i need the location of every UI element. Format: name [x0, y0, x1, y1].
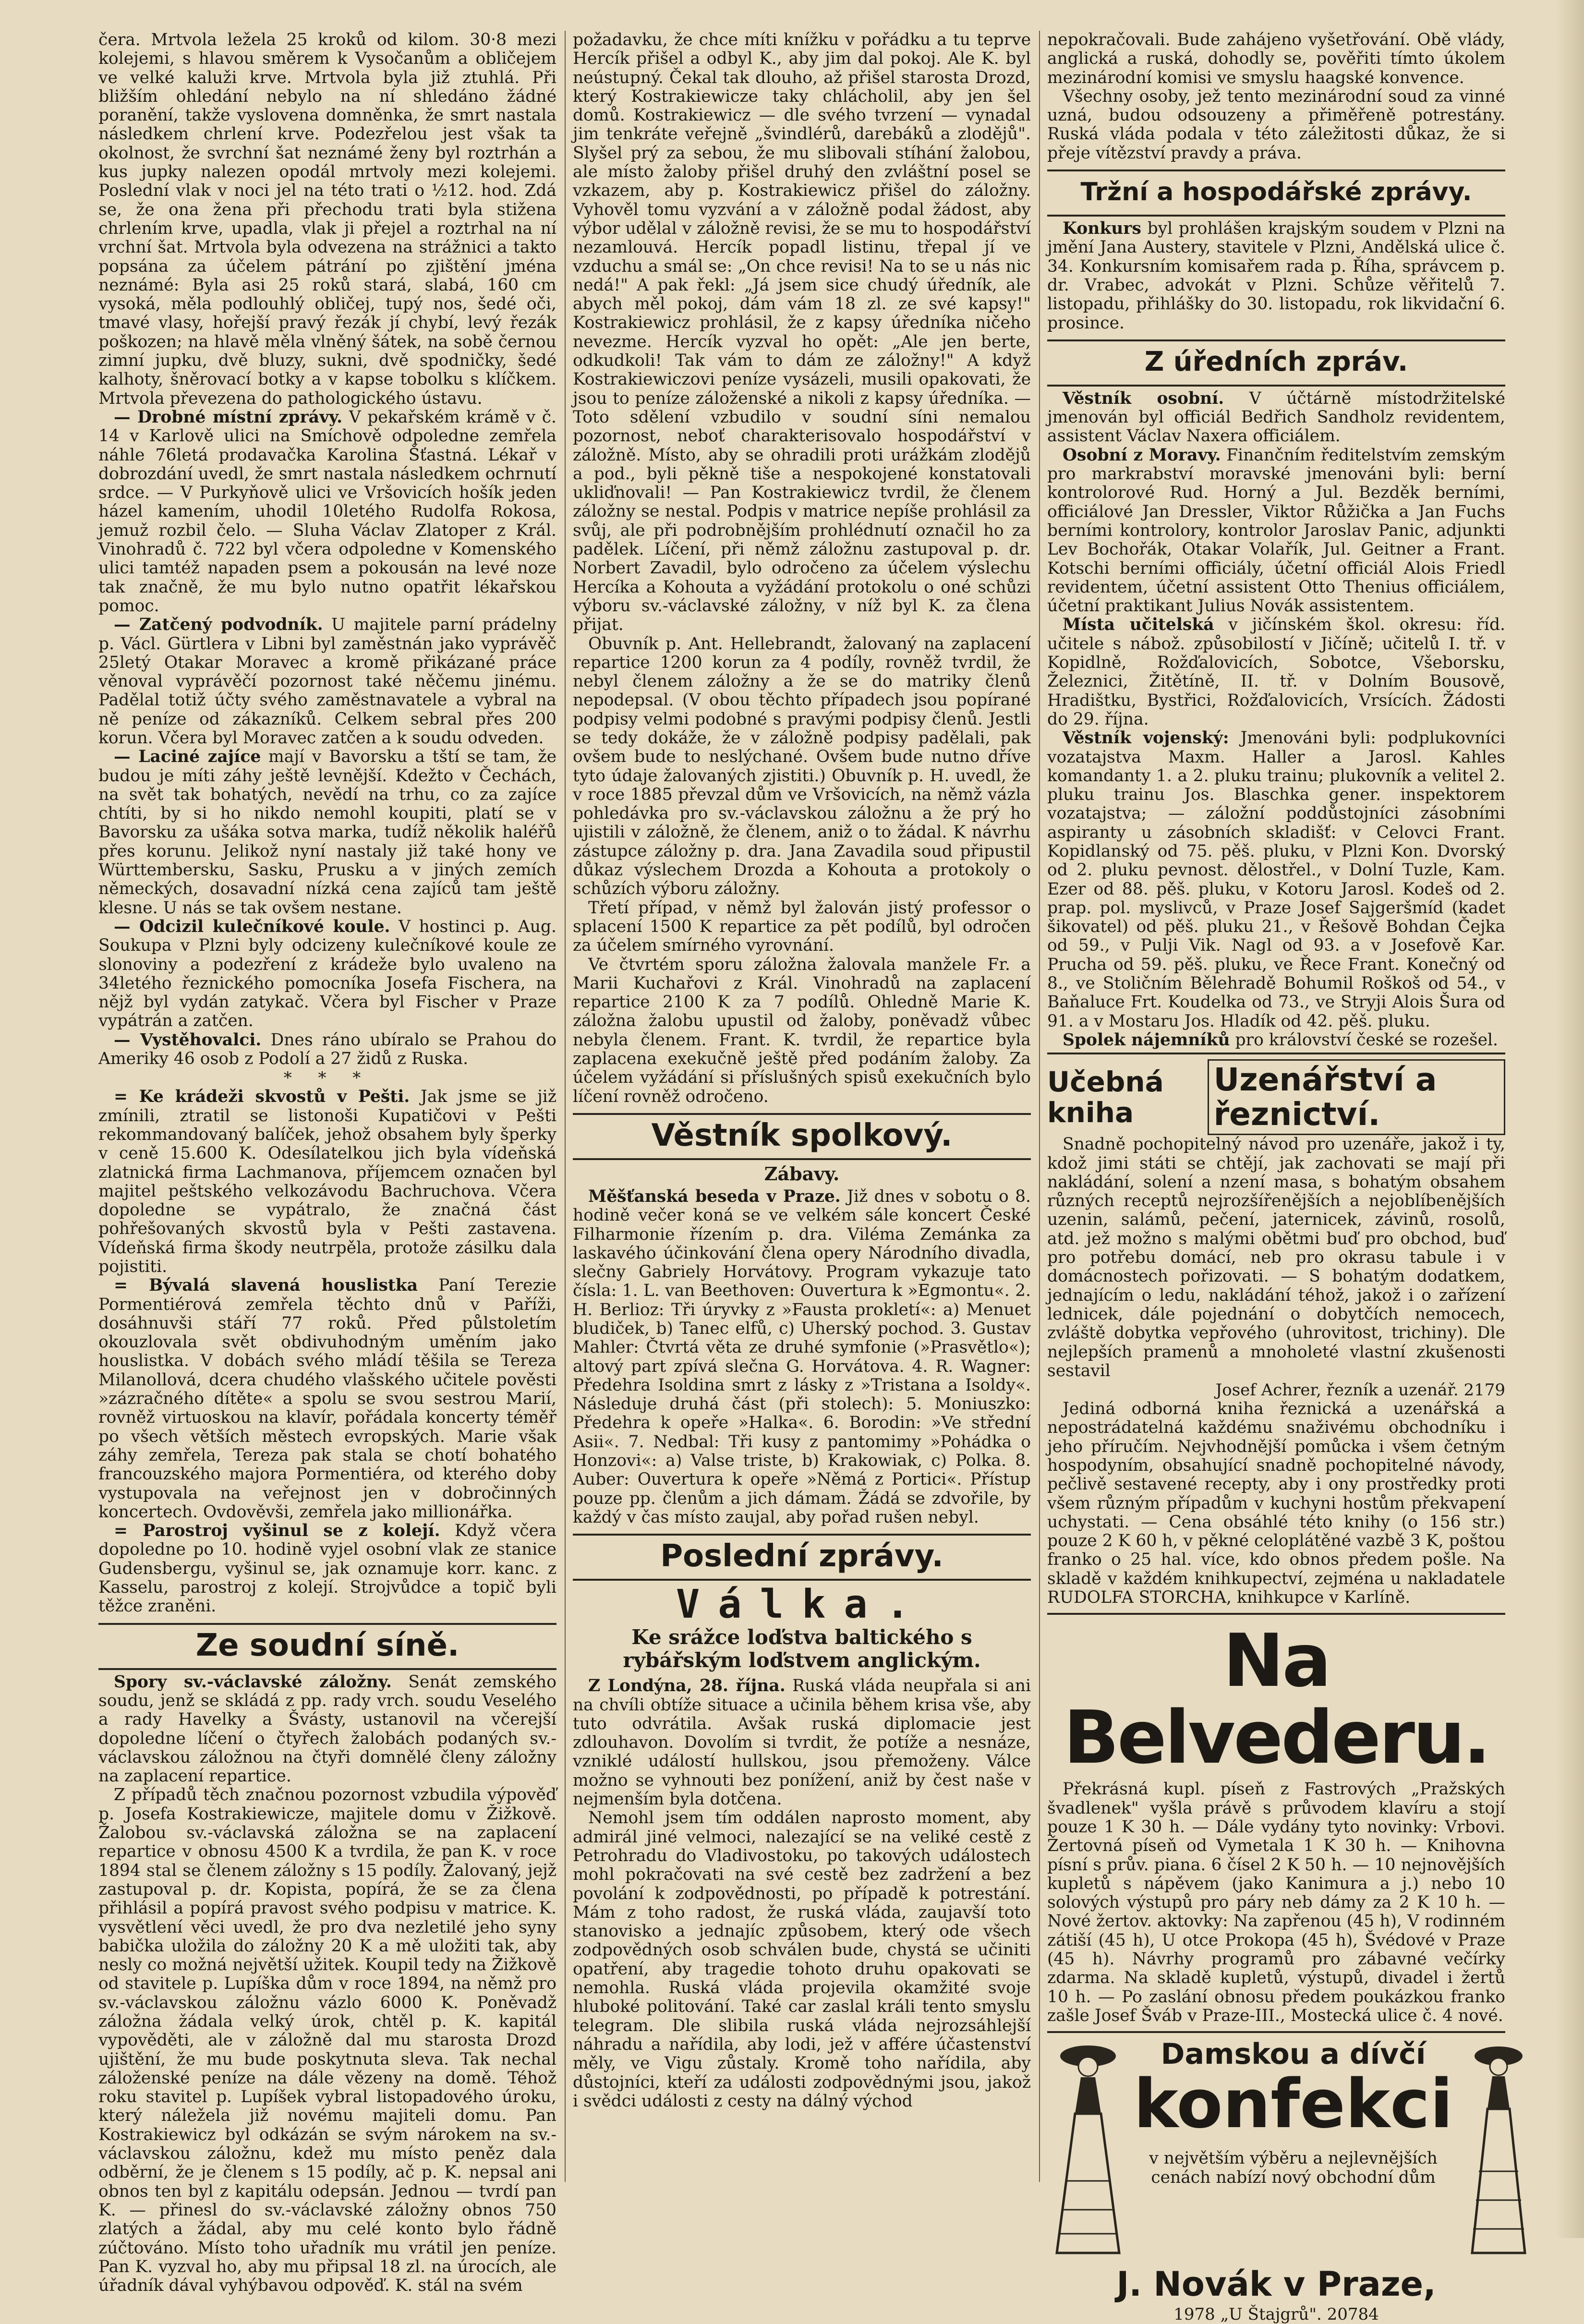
ad-konfekce-body	[1047, 2037, 1505, 2263]
news-text: byl prohlášen krajským soudem v Plzni na jmění Jana Austery, stavitele v Plzni, Andělská ulice č. 34. Konkursním komisařem rada p. Říha, správcem p. dr. Vrabec, advokát v Plzni. Schůze věřitelů 7. listopadu, přihlášky do 30. listopadu, rok likvidační 6. prosince.	[1047, 219, 1506, 333]
news-headline: = Ke krádeži skvostů v Pešti.	[114, 1087, 410, 1107]
article-body: Ve čtvrtém sporu záložna žalovala manžele Fr. a Marii Kuchařovi z Král. Vinohradů na zaplacení repartice 2100 K za 7 podílů. Ohledně Marie K. záložna žalobu upustil od žaloby, poněvadž vůbec nebyla členem. Frant. K. tvrdil, že repartice byla zaplacena exekučně ještě před podáním žaloby. Za účelem vyžádání si příslušných spisů exekučních bylo líčení rovněž odročeno.	[573, 955, 1031, 1106]
lady-figure-icon	[1047, 2037, 1129, 2263]
article-body: nepokračovali. Bude zahájeno vyšetřování. Obě vlády, anglická a ruská, dohodly se, pověřiti tímto úkolem mezinárodní komisi ve smyslu haagské konvence.	[1047, 30, 1505, 87]
ad-belvedere	[1047, 1613, 1505, 2025]
news-item	[98, 1673, 556, 1786]
news-text: V účtárně místodržitelské jmenován byl officiál Bedřich Sandholz revidentem, assistent Václav Naxera officiálem.	[1047, 388, 1505, 446]
section-heading-latest: Poslední zprávy.	[573, 1534, 1031, 1581]
news-item	[1047, 219, 1505, 333]
section-stars: * * *	[283, 1068, 372, 1088]
news-dateline: Z Londýna, 28. října.	[588, 1676, 786, 1696]
ad-text: Překrásná kupl. píseň z Fastrových „Pražských švadlenek" vyšla právě s průvodem klavíru a stojí pouze 1 K 30 h. — Dále vydány tyto novinky: Vrbovi. Žertovná píseň od Vymetala 1 K 30 h. — Knihovna písní s prův. piana. 6 čísel 2 K 50 h. — 10 nejnovějších kupletů s nápěvem (jako Kanimura a j.) nebo 10 solových výstupů pro páry neb dámy za 2 K 10 h. — Nové žertov. aktovky: Na zapřenou (45 h), V rodinném zátiší (45 h), U otce Prokopa (45 h), Švédové v Praze (45 h). Návrhy programů pro zábavné večírky zdarma. Na skladě kupletů, výstupů, divadel i žertů 10 h. — Po zaslání obnosu předem poukázkou franko zašle Josef Šváb v Praze-III., Mostecká ulice č. 4 nové.	[1047, 1779, 1505, 2025]
war-headline: Ke srážce loďstva baltického s rybářským loďstvem anglickým.	[623, 1625, 981, 1672]
subsection-heading: Zábavy.	[764, 1162, 840, 1185]
ad-konfekce-big: konfekci	[1134, 2065, 1453, 2144]
ad-text: v největším výběru a nejlevnějších cenách nabízí nový obchodní dům	[1149, 2149, 1438, 2187]
news-text: V pekařském krámě v č. 14 v Karlově ulici na Smíchově odpoledne zemřela náhle 76letá prodavačka Karolina Šťastná. Lékař v dobrozdání uvedl, že smrt nastala následkem ochrnutí srdce. — V Purkyňově ulici ve Vršovicích hošík jeden házel kamením, uhodil 10letého Rudolfa Rokosa, jemuž rozbil čelo. — Sluha Václav Zlatoper z Král. Vinohradů č. 722 byl včera odpoledne v Komenského ulici tamtéž napaden psem a pokousán na levé noze tak značně, že mu bylo nutno opatřit lékařskou pomoc.	[98, 407, 556, 616]
news-headline: Místa učitelská	[1063, 615, 1214, 635]
article-body: Obuvník p. Ant. Hellebrandt, žalovaný na zaplacení repartice 1200 korun za 4 podíly, rovněž tvrdil, že nebyl členem záložny a že se do matriky členů nepodepsal. (V obou těchto případech jsou popírané podpisy velmi podobné s pravými podpisy členů. Jestli se tedy dokáže, že v záložně podpisy padělali, pak ovšem bude to neslýchané. Ovšem bude nutno dříve tyto údaje žalovaných zjistiti.) Obuvník p. H. uvedl, že v roce 1885 převzal dům ve Vršovicích, na němž vázla pohledávka pro sv.-václavskou záložnu a že prý ho ujistili v záložně, že členem, aniž o to žádal. K návrhu zástupce záložny p. dra. Jana Zavadila soud připustil důkaz výslechem Drozda a Kohouta a protokoly o schůzích výboru záložny.	[573, 634, 1031, 899]
news-item	[1047, 389, 1505, 446]
news-headline: = Bývalá slavená houslistka	[114, 1276, 418, 1295]
girl-figure-icon	[1458, 2037, 1539, 2263]
war-banner: Válka.	[676, 1582, 928, 1628]
news-text: Jak jsme se již zmínili, ztratil se listonoši Kupatičovi v Pešti rekommandovaný balíček, jehož obsahem byly šperky v ceně 15.600 K. Odesílatelkou jich byla vídeňská zlatnická firma Lachmanova, příjemcem označen byl majitel peštského velkozávodu Bachruchova. Včera dopoledne se vypátralo, že značná část pohřešovaných skvostů byla v Pešti zastavena. Vídeňská firma škody neutrpěla, protože zásilku dala pojistiti.	[98, 1087, 556, 1276]
column-divider	[1039, 31, 1040, 2182]
news-item	[98, 1522, 556, 1616]
ad-title-right: Uzenářství a řeznictví.	[1208, 1059, 1505, 1135]
news-item	[573, 1677, 1031, 1809]
article-body: Třetí případ, v němž byl žalován jistý professor o splacení 1500 K repartice za pět podílů, byl odročen za účelem smírného vyrovnání.	[573, 898, 1031, 956]
news-text: Paní Terezie Pormentiérová zemřela těchto dnů v Paříži, dosáhnuvši stáří 77 roků. Před půlstoletím okouzlovala svět obdivuhodným uměním jako houslistka. V dobách svého mládí těšila se Tereza Milanollová, dcera chudého vlašského učitele pověsti »zázračného dítěte« a spolu se svou sestrou Marií, rovněž virtuoskou na klavír, pořádala koncerty téměř po všech větších městech evropských. Marie však záhy zemřela, Tereza pak stala se chotí bohatého francouzského majora Pormentiéra, od kterého doby vystupovala na veřejnost jen v dobročinných koncertech. Ovdověvši, zemřela jako millionářka.	[98, 1276, 556, 1522]
news-headline: Konkurs	[1063, 219, 1141, 239]
ad-signature: Josef Achrer, řezník a uzenář. 2179	[1215, 1380, 1505, 1400]
ad-title-left: Učebná kniha	[1047, 1065, 1164, 1129]
article-body: Nemohl jsem tím oddálen naprosto moment, aby admirál jiné velmoci, nalezající se na veliké cestě z Petrohradu do Vladivostoku, po takových událostech mohl pokračovati na své cestě bez zadržení a bez povolání k zodpovědnosti, po případě k potrestání. Mám z toho radost, že ruská vláda, zaujavší toto stanovisko a jednajíc způsobem, který ode všech zodpovědných osob schválen bude, chystá se učiniti opatření, aby tragedie tohoto druhu opakovati se nemohla. Ruská vláda projevila okamžité svoje hluboké politování. Také car zaslal králi tento smyslu telegram. Dle slibila ruská vláda nejrozsáhlejší náhradu a nařídila, aby lodi, jež v affére účastenství měly, ve Vigu zůstaly. Kromě toho nařídila, aby důstojníci, kteří za události zodpovědnými jsou, jakož i svědci události z cesty na dálný východ	[573, 1808, 1031, 2111]
news-item	[98, 748, 556, 918]
article-body: čera. Mrtvola ležela 25 kroků od kilom. 30·8 mezi kolejemi, s hlavou směrem k Vysočanům a obličejem ve velké kaluži krve. Mrtvola byla již ztuhlá. Při bližším ohledání nebylo na ní shledáno žádné poranění, takže vyslovena domněnka, že smrt nastala následkem chrlení krve. Podezřelou jest však ta okolnost, že svrchní šat neznámé ženy byl roztrhán a kus jupky nalezen opodál mrtvoly mezi kolejemi. Poslední vlak v noci jel na této trati o ½12. hod. Zdá se, že ona žena při přechodu trati byla stižena chrlením krve, upadla, vlak ji přejel a roztrhal na ní vrchní šat. Mrtvola byla odvezena na strážnici a takto popsána za účelem pátrání po zjištění jména neznámé: Byla asi 25 roků stará, slabá, 160 cm vysoká, měla podlouhlý obličej, tupý nos, šedé oči, tmavé vlasy, hořejší pravý řezák jí chybí, levý řezák poškozen; na hlavě měla vlněný šátek, na sobě černou zimní jupku, dvě bluzy, sukni, dvě spodničky, šedé kalhoty, šněrovací botky a v kapse tobolku s klíčkem. Mrtvola převezena do pathologického ústavu.	[98, 30, 556, 408]
news-text: Již dnes v sobotu o 8. hodině večer koná se ve velkém sále koncert České Filharmonie řízením p. dra. Viléma Zemánka za laskavého účinkování člena opery Národního divadla, slečny Gabriely Horvátovy. Program vykazuje tato čísla: 1. L. van Beethoven: Ouvertura k »Egmontu«. 2. H. Berlioz: Tři úryvky z »Fausta prokletí«: a) Menuet bludiček, b) Tanec elfů, c) Uherský pochod. 3. Gustav Mahler: Čtvrtá věta ze druhé symfonie (»Prasvětlo«); altový part zpívá slečna G. Horvátova. 4. R. Wagner: Předehra Isoldina smrt z lásky z »Tristana a Isoldy«. Následuje druhá část (při stolech): 5. Moniuszko: Předehra k opeře »Halka«. 6. Borodin: »Ve střední Asii«. 7. Nedbal: Tři kusy z pantomimy »Pohádka o Honzovi«: a) Valse triste, b) Krakowiak, c) Polka. 8. Auber: Ouvertura k opeře »Němá z Portici«. Přístup pouze pp. členům a jich dámam. Žádá se zdvořile, by každý v čas místo zaujal, aby pořad rušen nebyl.	[573, 1186, 1031, 1527]
news-text: Ruská vláda neupřala si ani na chvíli obtíže situace a učinila během krisa vše, aby tuto odvrátila. Avšak ruská diplomacie jest zdlouhavon. Dovolím si tvrdit, že potíže a nesnáze, vzniklé událostí hullskou, jsou přemoženy. Válce možno se vyhnouti bez ponížení, aniž by čest naše v nejmenším byla dotčena.	[573, 1676, 1031, 1809]
ad-konfekce	[1047, 2031, 1505, 2324]
news-item	[98, 1031, 556, 1069]
news-item	[98, 408, 556, 616]
column-2	[573, 31, 1031, 2191]
news-item	[98, 918, 556, 1031]
news-text: mají v Bavorsku a tští se tam, že budou je míti záhy ještě levnější. Kdežto v Čechách, na svět tak bohatých, nevědí na trhu, co za zajíce chtíti, by si ho nikdo nemohl koupiti, platí se v Bavorsku za ušáka sotva marka, tudíž několik haléřů přes korunu. Jelikož nyní nastaly již také hony ve Württembersku, Sasku, Prusku a v jiných zemích německých, dosavadní nízká cena zajíců tam ještě klesne. U nás se tak ovšem nestane.	[98, 747, 556, 918]
news-headline: = Parostroj vyšinul se z kolejí.	[114, 1521, 440, 1541]
news-headline: Věstník vojenský:	[1063, 728, 1229, 748]
news-text: Když včera dopoledne po 10. hodině vyjel osobní vlak ze stanice Gudensbergu, vyšinul se, jak oznamuje korr. kanc. z Kasselu, parostroj z kolejí. Strojvůdce a topič byli těžce zraněni.	[98, 1521, 556, 1616]
article-body: požadavku, že chce míti knížku v pořádku a tu teprve Hercík přišel a odbyl K., aby jim dal pokoj. Ale K. byl neústupný. Čekal tak dlouho, až přišel starosta Drozd, který Kostrakiewicze taky chlácholil, aby jen šel domů. Kostrakiewicz — dle svého tvrzení — vynadal jim tenkráte veřejně „švindlérů, darebáků a zlodějů". Slyšel prý za sebou, že mu slibovali stíhání žalobou, ale místo žaloby přišel druhý den zvláštní posel se vzkazem, aby p. Kostrakiewicz přišel do záložny. Vyhověl tomu vyzvání a v záložně podal žádost, aby výbor udělal v záložně revisi, že se mu to hospodářství nezamlouvá. Hercík popadl listinu, třepal jí ve vzduchu a smál se: „On chce revisi! Na to se u nás nic nedá!" A pak řekl: „Já jsem sice chudý úředník, ale abych měl pokoj, dám vám 18 zl. ze své kapsy!" Kostrakiewicz prohlásil, že z kapsy úředníka ničeho nevezme. Hercík vyzval ho opět: „Ale jen berte, odkudkoli! Tak vám to dám ze záložny!" A když Kostrakiewiczovi peníze vysázeli, musili opakovati, že jsou to peníze záloženské a nikoli z kapsy úředníka. — Toto sdělení vzbudilo v soudní síni nemalou pozornost, neboť charakterisovalo hospodářství v záložně. Místo, aby se ohradili proti urážkám zlodějů a pod., byli pěkně tiše a nespokojené konstatovali ukliďnovali! — Pan Kostrakiewicz tvrdil, že členem záložny se nestal. Podpis v matrice nepíše prohlásil za svůj, ale při podrobnějším prohlédnutí označil ho za padělek. Líčení, při němž záložnu zastupoval p. dr. Norbert Zavadil, bylo odročeno za účelem výslechu Hercíka a Kohouta a vyžádání protokolu o oné schůzi výboru sv.-václavské záložny, v níž byl K. za člena přijat.	[573, 30, 1031, 635]
news-headline: — Laciné zajíce	[114, 747, 261, 767]
news-item	[573, 1187, 1031, 1527]
section-heading-market: Tržní a hospodářské zprávy.	[1047, 169, 1505, 217]
ad-shop-address: 1978 „U Štajgrů". 20784	[1173, 2305, 1379, 2324]
section-heading-court: Ze soudní síně.	[98, 1623, 556, 1670]
news-headline: — Zatčený podvodník.	[114, 615, 323, 635]
news-text: pro království české se rozešel.	[1235, 1030, 1498, 1050]
news-text: v jičínském škol. okresu: říd. učitele s nábož. způsobilostí v Jičíně; učitelů I. tř. v Kopidlně, Rožďalovicích, Sobotce, Všeborsku, Železnici, Žitětíně, II. tř. v Dolním Bousově, Hradištku, Bystřici, Rožďalovicích, Vrsících. Žádosti do 29. října.	[1047, 615, 1506, 729]
ad-konfekce-center	[1134, 2037, 1453, 2187]
news-headline: — Vystěhovalci.	[114, 1030, 262, 1050]
page-edge-shadow	[1555, 0, 1584, 2238]
news-headline: — Drobné místní zprávy.	[114, 407, 343, 427]
news-item	[1047, 729, 1505, 1031]
news-text: Senát zemského soudu, jenž se skládá z pp. rady vrch. soudu Veselého a rady Havelky a Švásty, ustanovil na včerejší dopoledne líčení o čtyřech žalobách podaných sv.-václavskou záložnou na čtyři domnělé členy záložny na zaplacení repartice.	[98, 1672, 556, 1786]
ad-text: Snadně pochopitelný návod pro uzenáře, jakož i ty, kdož jimi státi se chtějí, jak zachovati se mají při nakládání, solení a nzení masa, s bohatým obsahem různých receptů nejrozšířenějších a nejoblíbenějších uzenin, salámů, pečení, jaternicek, závinů, rosolů, atd. jež možno s malými obětmi buď pro obchod, buď pro potřebu domácí, neb pro okrasu tabule i v domácnostech pořizovati. — S bohatým dodatkem, jednajícím o ledu, nakládání téhož, jakož i o zařízení lednicek, dále pojednání o dobytčích nemocech, zvláště dobytka vepřového (uhrovitost, trichiny). Dle nejlepších pramenů a mnoholeté vlastní zkušenosti sestavil	[1047, 1135, 1505, 1380]
news-text: Dnes ráno ubíralo se Prahou do Ameriky 46 osob z Podolí a 27 židů z Ruska.	[98, 1030, 556, 1069]
news-headline: — Odcizil kulečníkové koule.	[114, 917, 390, 936]
news-text: V hostinci p. Aug. Soukupa v Plzni byly odcizeny kulečníkové koule ze slonoviny a podezření z krádeže bylo uvaleno na 34letého řeznického pomocníka Josefa Fischera, na nějž byl vydán zatykač. Včera byl Fischer v Praze vypátrán a zatčen.	[98, 917, 557, 1031]
article-body: Všechny osoby, jež tento mezinárodní soud za vinné uzná, budou odsouzeny a přiměřeně potrestány. Ruská vláda podala v této záležitosti důkaz, že si přeje vítězství pravdy a práva.	[1047, 86, 1505, 163]
news-text: Jmenováni byli: podplukovníci vozatajstva Maxm. Haller a Jarosl. Kahles komandanty 1. a 2. pluku trainu; plukovník a velitel 2. pluku trainu Jos. Blaschka gener. inspektorem vozatajstva; — záložní poddůstojníci zásobními aspiranty u zásobních skladišť: v Celovci Frant. Kopidlanský od 75. pěš. pluku, v Plzni Kon. Dvorský od 2. pluku pevnost. dělostřel., v Dolní Tuzle, Kam. Ezer od 88. pěš. pluku, v Kotoru Jarosl. Kodeš od 2. prap. pol. myslivců, v Praze Josef Sajgeršmíd (kadet šikovatel) od pěš. pluku 21., v Řešově Bohdan Čejka od 59., v Pulji Vik. Nagl od 93. a v Josefově Kar. Prucha od 59. pěš. pluku, ve Řece Frant. Konečný od 8., ve Stoličním Bělehradě Bohumil Roškoš od 54., v Baňaluce Frt. Koudelka od 73., ve Stryji Alois Šura od 91. a v Mostaru Jos. Hladík od 42. pěš. pluku.	[1047, 728, 1505, 1031]
news-headline: Věstník osobní.	[1063, 388, 1224, 408]
news-item	[1047, 446, 1505, 616]
news-headline: Spolek nájemníků	[1063, 1030, 1230, 1050]
ad-konfekce-title: Damskou a dívčí	[1161, 2037, 1426, 2071]
ad-shop-name: J. Novák v Praze,	[1116, 2264, 1436, 2304]
ad-header-textbook	[1047, 1053, 1505, 1135]
column-1	[98, 30, 557, 2296]
news-headline: Osobní z Moravy.	[1063, 445, 1221, 465]
news-item	[98, 1088, 556, 1276]
news-item	[1047, 1031, 1505, 1050]
news-headline: Měšťanská beseda v Praze.	[588, 1186, 841, 1206]
news-item	[98, 616, 556, 748]
ad-title-belvedere: Na Belvederu.	[1063, 1618, 1489, 1780]
section-heading-clubs: Věstník spolkový.	[573, 1113, 1031, 1160]
news-headline: Spory sv.-václavské záložny.	[114, 1672, 392, 1692]
ad-text: Jediná odborná kniha řeznická a uzenářská a nepostrádatelná každému snaživému obchodníku i jeho příručím. Nejvhodnější pomůcka i všem četným hospodyním, obsahující snadně pochopitelné návody, pečlivě sestavené recepty, aby i ony prostředky proti všem různým případům v kuchyni hostům překvapení uchystati. — Cena obsáhlé této knihy (o 156 str.) pouze 2 K 60 h, v pěkné celoplátěné vazbě 3 K, poštou franko o 25 hal. více, kdo obnos předem pošle. Na skladě v každém knihkupectví, zejména u nakladatele RUDOLFA STORCHA, knihkupce v Karlíně.	[1047, 1399, 1505, 1608]
column-divider	[565, 31, 566, 2182]
news-item	[1047, 616, 1505, 729]
news-item	[98, 1276, 556, 1522]
section-heading-official: Z úředních zpráv.	[1047, 339, 1505, 387]
article-body: Z případů těch značnou pozornost vzbudila výpověď p. Josefa Kostrakiewicze, majitele domu v Žižkově. Žalobou sv.-václavská záložna se na zaplacení repartice v obnosu 4500 K a tvrdila, že pan K. v roce 1894 stal se členem záložny s 15 podíly. Žalovaný, jejž zastupoval p. dr. Kopista, popírá, že se za člena přihlásil a popírá pravost svého podpisu v matrice. K. vysvětlení věci uvedl, že pro dva nezletilé jeho syny babička uložila do záložny 20 K a mě uložiti tak, aby nesly co možná největší užitek. Koupil tedy na Žižkově od stavitele p. Lupíška dům v roce 1894, na němž pro sv.-václavskou záložnu vázlo 6000 K. Poněvadž záložna žádala velký úrok, chtěl p. K. kapitál vypověděti, ale v záložně dal mu starosta Drozd ujištění, že mu bude poskytnuta sleva. Tak nechal záloženské peníze na dále vězeny na domě. Téhož roku stavitel p. Lupíšek vybral listopadového úroku, který náležela již novému majiteli domu. Pan Kostrakiewicz byl odkázán se svým nárokem na sv.-václavskou záložnu, kdež mu místo peněz dala odběrní, že je členem s 15 podíly, ač p. K. nepsal ani obnos ten byl z kapitálu odepsán. Jednou — tvrdí pan K. — přinesl do sv.-václavské záložny obnos 750 zlatých a žádal, aby mu celé konto bylo řádně zúčtováno. Místo toho uřadník mu vrátil jen peníze. Pan K. vyzval ho, aby mu připsal 18 zl. na úrocích, ale úřadník dával vyhýbavou odpověď. K. stál na svém	[98, 1785, 556, 2296]
column-3	[1047, 30, 1506, 2324]
newspaper-page	[98, 30, 1506, 2324]
news-text: U majitele parní prádelny p. Václ. Gürtlera v Libni byl zaměstnán jako vyprávěč 25letý Otakar Moravec a kromě přikázané práce věnoval vyprávěčí pozornost také něčemu jinému. Padělal totiž účty svého zaměstnavatele a vybral na ně peníze od zákazníků. Celkem sebral přes 200 korun. Včera byl Moravec zatčen a k soudu odveden.	[98, 615, 557, 748]
news-text: Finančním ředitelstvím zemským pro markrabství moravské jmenováni byli: berní kontrolorové Rud. Horný a Jul. Bezděk berními, officiálové Jan Dressler, Viktor Růžička a Jan Fuchs berními kontrolory, kontrolor Jaroslav Panic, adjunkti Lev Bochořák, Otakar Volařík, Jul. Geitner a Frant. Kotschi berními officiály, účetní officiál Alois Friedl revidentem, účetní assistent Otto Thenius officiálem, účetní praktikant Julius Novák assistentem.	[1047, 445, 1505, 616]
